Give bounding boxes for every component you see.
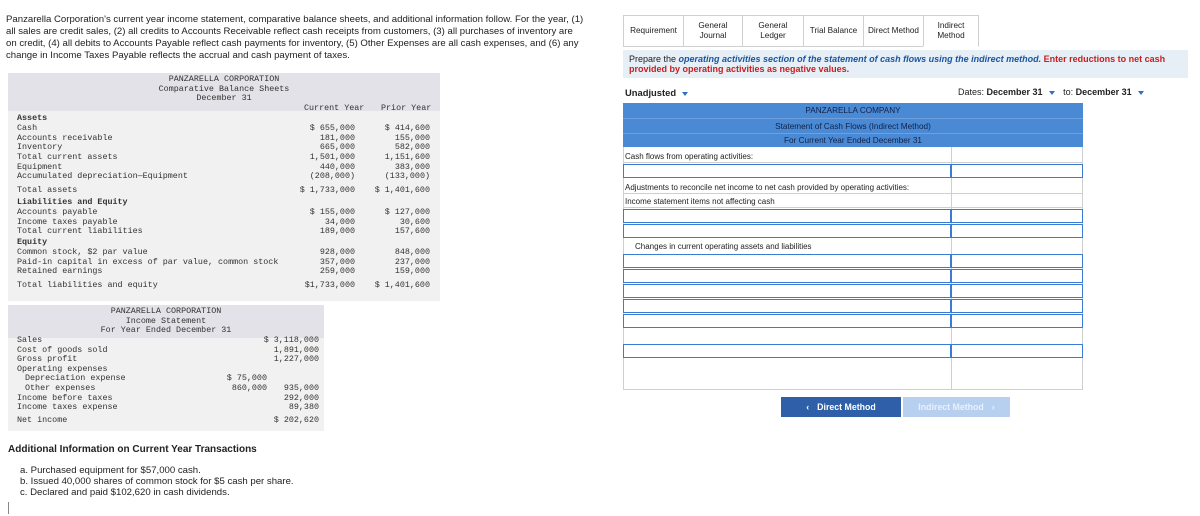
table-row [17, 186, 437, 196]
row-prior: 848,000 [394, 247, 430, 257]
row-prior: 383,000 [394, 161, 430, 172]
row-label: Cost of goods sold [17, 344, 108, 355]
bs-equity-heading: Equity [17, 237, 48, 247]
is-company: PANZARELLA CORPORATION [110, 306, 222, 316]
row-prior: 582,000 [394, 142, 430, 153]
row-current: 665,000 [319, 142, 355, 153]
row-label: Adjustments to reconcile net income to net cash provided by operating activities: [625, 183, 910, 192]
is-table [17, 336, 321, 425]
bs-col-current: Current Year [304, 103, 365, 113]
bs-equity-table [17, 248, 437, 291]
dates-label: Dates: [958, 87, 985, 97]
cell-divider [950, 224, 952, 238]
row-label: Net income [17, 414, 68, 425]
row-prior: $ 414,600 [384, 123, 430, 133]
dates-to-label: to: [1063, 87, 1074, 97]
row-label: Depreciation expense [25, 373, 126, 384]
chevron-right-icon: › [991, 402, 995, 412]
row-label: Other expenses [25, 382, 96, 393]
row-label: Accounts payable [17, 207, 98, 217]
tab-general-journal[interactable]: General Journal [683, 15, 743, 47]
instructions-emphasis: operating activities section of the statement of cash flows using the indirect method. [678, 54, 1042, 64]
adjustment-filter-dropdown[interactable] [625, 87, 688, 98]
intro-line: all sales are credit sales, (2) all credits to Accounts Receivable reflect cash receipts from customers, (3) all purchases of inventory are [6, 26, 573, 37]
prev-label: Direct Method [817, 402, 876, 412]
row-value: $ 202,620 [273, 414, 319, 425]
row-value: 89,380 [288, 402, 319, 413]
date-range [958, 87, 1144, 97]
cf-operating-row [623, 149, 1083, 163]
cell-divider [950, 314, 952, 328]
date-from-value: December 31 [986, 87, 1043, 97]
date-from-dropdown[interactable] [987, 87, 1055, 97]
cell-divider [950, 254, 952, 268]
table-row [17, 267, 437, 277]
row-label: Total current liabilities [17, 226, 143, 237]
cash-flow-header [623, 103, 1083, 147]
tab-indirect-method[interactable]: Indirect Method [923, 15, 979, 47]
list-item: c. Declared and paid $102,620 in cash dividends. [20, 487, 230, 498]
cf-changes-row [623, 239, 1083, 253]
bs-assets-table [17, 124, 437, 196]
cell-divider [950, 299, 952, 313]
cf-input-row[interactable] [623, 209, 1083, 223]
row-label: Total assets [17, 185, 78, 196]
row-label: Total current assets [17, 152, 118, 163]
table-row [17, 281, 437, 291]
is-period: For Year Ended December 31 [100, 325, 232, 335]
row-label: Cash [17, 123, 38, 133]
table-row [17, 416, 321, 426]
tab-general-ledger[interactable]: General Ledger [742, 15, 804, 47]
intro-line: change in Income Taxes Payable reflects the accrual and cash payment of taxes. [6, 50, 350, 61]
row-prior: 1,151,600 [384, 152, 430, 163]
is-title: Income Statement [125, 315, 207, 326]
bs-date: December 31 [196, 93, 252, 103]
row-label: Equipment [17, 161, 63, 172]
row-prior: $ 1,401,600 [374, 185, 430, 196]
date-to-dropdown[interactable] [1076, 87, 1144, 97]
additional-info-title: Additional Information on Current Year Transactions [8, 444, 257, 455]
row-value: 1,891,000 [273, 344, 319, 355]
row-label: Paid-in capital in excess of par value, common stock [17, 256, 279, 267]
row-current: 34,000 [324, 216, 355, 227]
row-label: Inventory [17, 142, 63, 153]
row-value: 935,000 [283, 382, 319, 393]
row-label: Cash flows from operating activities: [625, 152, 754, 161]
additional-info-list [20, 465, 294, 498]
chevron-down-icon [1138, 91, 1144, 95]
text-cursor [8, 502, 9, 514]
cf-input-row[interactable] [623, 164, 1083, 178]
row-subvalue: 860,000 [231, 382, 267, 393]
row-label: Total liabilities and equity [17, 280, 158, 291]
cf-input-row[interactable] [623, 224, 1083, 238]
row-current: 928,000 [319, 247, 355, 257]
row-prior: 155,000 [394, 132, 430, 143]
cf-period: For Current Year Ended December 31 [623, 133, 1083, 145]
cf-input-row[interactable] [623, 254, 1083, 268]
list-item: b. Issued 40,000 shares of common stock for $5 cash per share. [20, 476, 294, 487]
cell-divider [950, 164, 952, 178]
date-to-value: December 31 [1075, 87, 1132, 97]
row-current: $ 655,000 [309, 123, 355, 133]
row-current: 440,000 [319, 161, 355, 172]
cf-input-row[interactable] [623, 284, 1083, 298]
table-row [17, 153, 437, 163]
row-prior: 237,000 [394, 256, 430, 267]
row-label: Income taxes expense [17, 402, 118, 413]
row-current: 181,000 [319, 132, 355, 143]
row-value: 292,000 [283, 392, 319, 403]
row-label: Changes in current operating assets and liabilities [635, 242, 812, 251]
list-item: a. Purchased equipment for $57,000 cash. [20, 465, 201, 476]
cell-divider [950, 209, 952, 223]
row-label: Retained earnings [17, 266, 103, 277]
row-subvalue: $ 75,000 [226, 373, 267, 384]
chevron-down-icon [682, 92, 688, 96]
intro-text [6, 14, 618, 62]
row-prior: (133,000) [384, 171, 430, 182]
cf-input-row[interactable] [623, 299, 1083, 313]
row-current: $ 1,733,000 [299, 185, 355, 196]
cf-input-row[interactable] [623, 344, 1083, 358]
row-value: $ 3,118,000 [263, 335, 319, 345]
cf-noncash-row [623, 194, 1083, 208]
instructions-note: Enter reductions to net cash provided by operating activities as negative values. [629, 54, 1166, 74]
row-current: 357,000 [319, 256, 355, 267]
tab-bar [623, 15, 978, 47]
cell-divider [950, 284, 952, 298]
next-indirect-method-button[interactable] [903, 397, 1010, 417]
cf-adjustments-row [623, 180, 1083, 194]
bs-liab-table [17, 208, 437, 237]
bs-assets-heading: Assets [17, 113, 48, 123]
row-prior: 157,600 [394, 226, 430, 237]
row-current: 1,501,000 [309, 152, 355, 163]
row-label: Sales [17, 335, 43, 345]
row-label: Income statement items not affecting cash [625, 197, 775, 206]
row-current: $ 155,000 [309, 207, 355, 217]
cf-input-row[interactable] [623, 269, 1083, 283]
row-label: Income before taxes [17, 392, 113, 403]
cell-divider [950, 344, 952, 358]
tab-direct-method[interactable]: Direct Method [863, 15, 924, 47]
table-row [17, 134, 437, 144]
intro-line: on credit, (4) all debits to Accounts Payable reflect cash payments for inventory, (5) Other Expenses are all cash expenses, and (6) any [6, 38, 579, 49]
instructions-prefix: Prepare the [629, 54, 679, 64]
cf-company: PANZARELLA COMPANY [805, 106, 901, 115]
table-row [17, 403, 321, 413]
row-prior: $ 1,401,600 [374, 280, 430, 291]
row-prior: 159,000 [394, 266, 430, 277]
row-prior: 30,600 [399, 216, 430, 227]
row-prior: $ 127,000 [384, 207, 430, 217]
filter-value: Unadjusted [625, 87, 677, 98]
cf-input-row[interactable] [623, 314, 1083, 328]
table-row [17, 227, 437, 237]
chevron-down-icon [1049, 91, 1055, 95]
tab-trial-balance[interactable]: Trial Balance [803, 15, 864, 47]
row-label: Accounts receivable [17, 132, 113, 143]
row-label: Accumulated depreciation—Equipment [17, 171, 188, 182]
tab-requirement[interactable]: Requirement [623, 15, 684, 47]
table-row [17, 172, 437, 182]
row-current: $1,733,000 [304, 280, 355, 291]
bs-col-prior: Prior Year [381, 103, 432, 113]
row-value: 1,227,000 [273, 354, 319, 365]
row-current: 189,000 [319, 226, 355, 237]
chevron-left-icon: ‹ [806, 402, 810, 412]
next-label: Indirect Method [918, 402, 984, 412]
bs-title: Comparative Balance Sheets [158, 83, 290, 94]
cf-title: Statement of Cash Flows (Indirect Method) [623, 118, 1083, 131]
row-current: (208,000) [309, 171, 355, 182]
intro-line: Panzarella Corporation's current year income statement, comparative balance sheets, and additional information follow. For the year, (1) [6, 14, 584, 25]
cell-divider [950, 269, 952, 283]
row-label: Gross profit [17, 354, 78, 365]
instructions-banner [623, 50, 1188, 78]
row-current: 259,000 [319, 266, 355, 277]
row-label: Operating expenses [17, 363, 108, 374]
bs-liab-heading: Liabilities and Equity [17, 197, 128, 207]
bs-company: PANZARELLA CORPORATION [168, 74, 280, 84]
row-label: Income taxes payable [17, 216, 118, 227]
prev-direct-method-button[interactable] [781, 397, 901, 417]
row-label: Common stock, $2 par value [17, 247, 148, 257]
